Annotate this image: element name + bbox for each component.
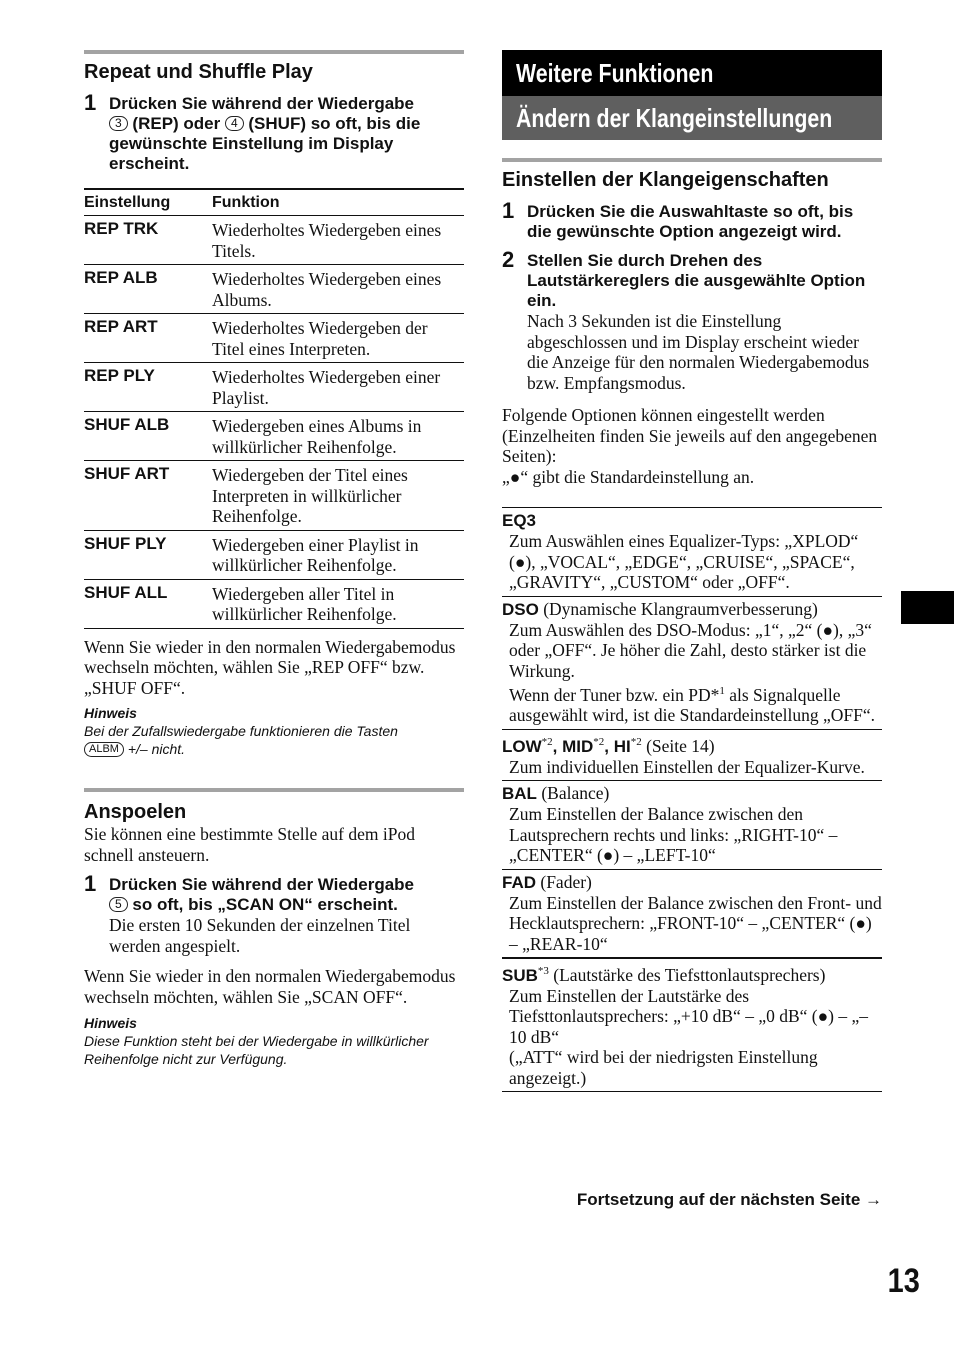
option-text: Wenn der Tuner bzw. ein PD* [509, 684, 720, 705]
setting-name: REP ART [84, 314, 212, 363]
hint-text: Diese Funktion steht bei der Wiedergabe in willkürlicher Reihenfolge nicht zur Verfügung. [84, 1033, 429, 1067]
option-bal [502, 780, 882, 869]
setting-name: SHUF PLY [84, 530, 212, 579]
table-row [84, 579, 464, 628]
option-dso [502, 596, 882, 729]
step-number: 1 [84, 871, 97, 896]
section-rule [84, 50, 464, 54]
option-subtitle: (Fader) [536, 871, 592, 892]
option-subtitle: (Dynamische Klangraumverbesserung) [538, 598, 818, 619]
option-subtitle: (Lautstärke des Tiefsttonlautsprechers) [548, 964, 826, 985]
option-name: SUB [502, 965, 538, 985]
section-title: Ändern der Klangeinstellungen [516, 103, 833, 133]
footnote-ref: *2 [593, 735, 605, 748]
option-description: („ATT“ wird bei der niedrigsten Einstellung angezeigt.) [509, 1047, 818, 1088]
option-name: LOW [502, 736, 542, 756]
repeat-after-text: Wenn Sie wieder in den normalen Wiedergabemodus wechseln möchten, wählen Sie „REP OFF“ bzw. „SHUF OFF“. [84, 636, 456, 698]
table-header-row [84, 189, 464, 216]
option-description: Zum Auswählen eines Equalizer-Typs: „XPLOD“ (●), „VOCAL“, „EDGE“, „CRUISE“, „SPACE“, „GRAVITY“, „CUSTOM“ oder „OFF“. [509, 531, 859, 592]
footnote-ref: 1 [719, 685, 725, 697]
step-title [109, 94, 464, 174]
setting-function: Wiedergeben aller Titel in willkürlicher Reihenfolge. [212, 579, 464, 628]
step-text: Drücken Sie während der Wiedergabe [109, 875, 414, 894]
sound-step-2 [502, 247, 882, 393]
table-row [84, 216, 464, 265]
column-header-einstellung: Einstellung [84, 189, 212, 216]
page-number: 13 [887, 1262, 920, 1300]
option-header [502, 510, 882, 531]
setting-name: REP ALB [84, 265, 212, 314]
option-name: , MID [552, 736, 594, 756]
repeat-shuffle-table [84, 188, 464, 629]
option-description: Zum Auswählen des DSO-Modus: „1“, „2“ (●), „3“ oder „OFF“. Je höher die Zahl, desto stärker ist die Wirkung. [509, 619, 872, 681]
option-name: DSO [502, 599, 539, 619]
default-note: „●“ gibt die Standardeinstellung an. [502, 466, 755, 487]
setting-function: Wiederholtes Wiedergeben der Titel eines Interpreten. [212, 314, 464, 363]
option-text: als Signalquelle ausgewählt wird, ist die Standardeinstellung „OFF“. [509, 684, 875, 726]
option-header [502, 599, 882, 620]
option-description [502, 681, 882, 726]
setting-name: SHUF ALL [84, 579, 212, 628]
option-sub [502, 957, 882, 1092]
footnote-ref: *2 [541, 735, 553, 748]
thumb-tab [901, 591, 954, 624]
option-description: Zum individuellen Einstellen der Equalizer-Kurve. [509, 756, 865, 777]
setting-function: Wiederholtes Wiedergeben einer Playlist. [212, 363, 464, 412]
option-description: Zum Einstellen der Balance zwischen den Front- und Hecklautsprechern: „FRONT-10“ – „CENTER“ (●) – „REAR-10“ [509, 892, 882, 954]
step-number: 1 [84, 90, 97, 115]
option-header [502, 872, 882, 893]
options-intro: Folgende Optionen können eingestellt werden (Einzelheiten finden Sie jeweils auf den angegebenen Seiten): [502, 405, 878, 466]
hint-line: +/– nicht. [123, 741, 186, 757]
right-column [502, 50, 882, 1092]
footnote-ref: *3 [537, 965, 549, 978]
column-header-funktion: Funktion [212, 189, 464, 216]
left-column [84, 50, 464, 1068]
setting-name: REP TRK [84, 216, 212, 265]
table-row [84, 314, 464, 363]
sound-step-1 [502, 198, 882, 242]
anspoelen-after-text: Wenn Sie wieder in den normalen Wiedergabemodus wechseln möchten, wählen Sie „SCAN OFF“. [84, 966, 456, 1007]
continued-note: Fortsetzung auf der nächsten Seite → [576, 1190, 882, 1209]
section-rule [84, 788, 464, 792]
anspoelen-section [84, 788, 464, 1068]
section-title-bar [502, 96, 882, 140]
setting-name: SHUF ALB [84, 412, 212, 461]
albm-key-icon: ALBM [84, 742, 124, 757]
setting-name: REP PLY [84, 363, 212, 412]
step-text: Drücken Sie während der Wiedergabe [109, 94, 414, 113]
option-name: , HI [604, 736, 631, 756]
table-row [84, 363, 464, 412]
step-body: Nach 3 Sekunden ist die Einstellung abgeschlossen und im Display erscheint wieder die Anzeige für den normalen Wiedergabemodus bzw. Empfangsmodus. [527, 311, 870, 393]
repeat-step-1 [84, 90, 464, 174]
footnote-ref: *2 [630, 735, 642, 748]
hint-title: Hinweis [84, 705, 137, 721]
table-row [84, 412, 464, 461]
step-body: Die ersten 10 Sekunden der einzelnen Titel werden angespielt. [109, 915, 411, 956]
anspoelen-heading: Anspoelen [84, 801, 187, 823]
setting-function: Wiedergeben einer Playlist in willkürlicher Reihenfolge. [212, 530, 464, 579]
option-header [502, 732, 882, 757]
step-text: (SHUF) so oft, bis die gewünschte Einstellung im Display erscheint. [109, 114, 421, 173]
option-description: Zum Einstellen der Lautstärke des Tiefsttonlautsprechers: „+10 dB“ – „0 dB“ (●) – „–10 dB“ [509, 985, 869, 1047]
key-4-icon: 4 [225, 116, 244, 131]
hint-title: Hinweis [84, 1015, 137, 1031]
key-5-icon: 5 [109, 897, 128, 912]
table-row [84, 461, 464, 531]
chapter-title: Weitere Funktionen [516, 58, 714, 88]
option-name: FAD [502, 872, 536, 892]
step-text: so oft, bis „SCAN ON“ erscheint. [127, 895, 398, 914]
repeat-shuffle-heading: Repeat und Shuffle Play [84, 61, 313, 83]
table-row [84, 530, 464, 579]
anspoelen-intro: Sie können eine bestimmte Stelle auf dem iPod schnell ansteuern. [84, 824, 415, 865]
anspoelen-step-1 [84, 871, 464, 956]
step-title: Drücken Sie die Auswahltaste so oft, bis die gewünschte Option angezeigt wird. [527, 202, 854, 241]
option-fad [502, 869, 882, 958]
key-3-icon: 3 [109, 116, 128, 131]
table-row [84, 265, 464, 314]
option-eq3 [502, 507, 882, 596]
step-text: (REP) oder [127, 114, 225, 133]
hint-text [84, 722, 464, 758]
setting-function: Wiedergeben der Titel eines Interpreten in willkürlicher Reihenfolge. [212, 461, 464, 531]
chapter-title-bar [502, 50, 882, 96]
setting-function: Wiedergeben eines Albums in willkürlicher Reihenfolge. [212, 412, 464, 461]
setting-name: SHUF ART [84, 461, 212, 531]
repeat-shuffle-section [84, 50, 464, 758]
option-description: Zum Einstellen der Balance zwischen den Lautsprechern rechts und links: „RIGHT-10“ – „CENTER“ (●) – „LEFT-10“ [509, 804, 838, 866]
step-number: 2 [502, 247, 515, 272]
section-rule [502, 158, 882, 162]
step-number: 1 [502, 198, 515, 223]
option-subtitle: (Seite 14) [641, 735, 715, 756]
setting-function: Wiederholtes Wiedergeben eines Albums. [212, 265, 464, 314]
option-header [502, 961, 882, 986]
step-title [109, 875, 464, 915]
option-name: BAL [502, 784, 537, 804]
option-header [502, 783, 882, 804]
option-subtitle: (Balance) [536, 783, 610, 804]
setting-function: Wiederholtes Wiedergeben eines Titels. [212, 216, 464, 265]
option-low-mid-hi [502, 729, 882, 780]
option-name: EQ3 [502, 511, 537, 530]
step-title: Stellen Sie durch Drehen des Lautstärkereglers die ausgewählte Option ein. [527, 251, 866, 310]
klangeigenschaften-heading: Einstellen der Klangeigenschaften [502, 169, 829, 191]
options-list [502, 507, 882, 1092]
hint-line: Bei der Zufallswiedergabe funktionieren die Tasten [84, 723, 398, 739]
